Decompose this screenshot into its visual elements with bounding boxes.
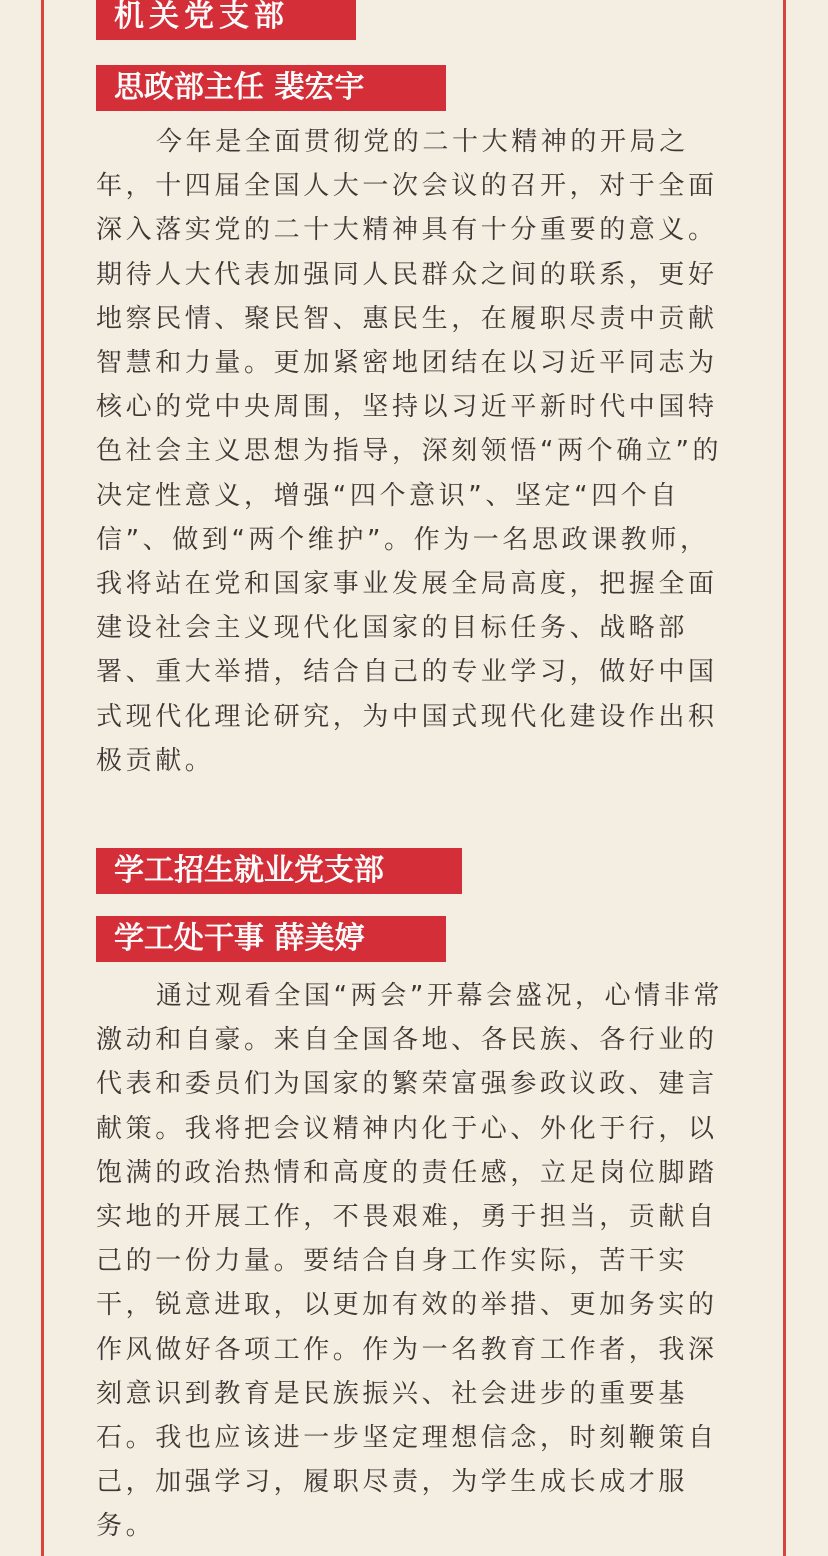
branch-label-1: 机关党支部 [96, 0, 356, 40]
statement-paragraph-2: 通过观看全国“两会”开幕会盛况，心情非常激动和自豪。来自全国各地、各民族、各行业的代表和委员们为国家的繁荣富强参政议政、建言献策。我将把会议精神内化于心、外化于行，以饱满的政治热情和高度的责任感，立足岗位脚踏实地的开展工作，不畏艰难，勇于担当，贡献自己的一份力量。要结合自身工作实际，苦干实干，锐意进取，以更加有效的举措、更加务实的作风做好各项工作。作为一名教育工作者，我深刻意识到教育是民族振兴、社会进步的重要基石。我也应该进一步坚定理想信念，时刻鞭策自己，加强学习，履职尽责，为学生成长成才服务。 [96, 981, 723, 1542]
person-label-2: 学工处干事 薛美婷 [96, 916, 446, 962]
person-label-1: 思政部主任 裴宏宇 [96, 65, 446, 111]
left-frame-line [41, 0, 44, 1556]
right-frame-line [783, 0, 786, 1556]
statement-paragraph-1: 今年是全面贯彻党的二十大精神的开局之年，十四届全国人大一次会议的召开，对于全面深入落实党的二十大精神具有十分重要的意义。期待人大代表加强同人民群众之间的联系，更好地察民情、聚民智、惠民生，在履职尽责中贡献智慧和力量。更加紧密地团结在以习近平同志为核心的党中央周围，坚持以习近平新时代中国特色社会主义思想为指导，深刻领悟“两个确立”的决定性意义，增强“四个意识”、坚定“四个自信”、做到“两个维护”。作为一名思政课教师，我将站在党和国家事业发展全局高度，把握全面建设社会主义现代化国家的目标任务、战略部署、重大举措，结合自己的专业学习，做好中国式现代化理论研究，为中国式现代化建设作出积极贡献。 [96, 127, 723, 776]
branch-label-2: 学工招生就业党支部 [96, 848, 462, 894]
